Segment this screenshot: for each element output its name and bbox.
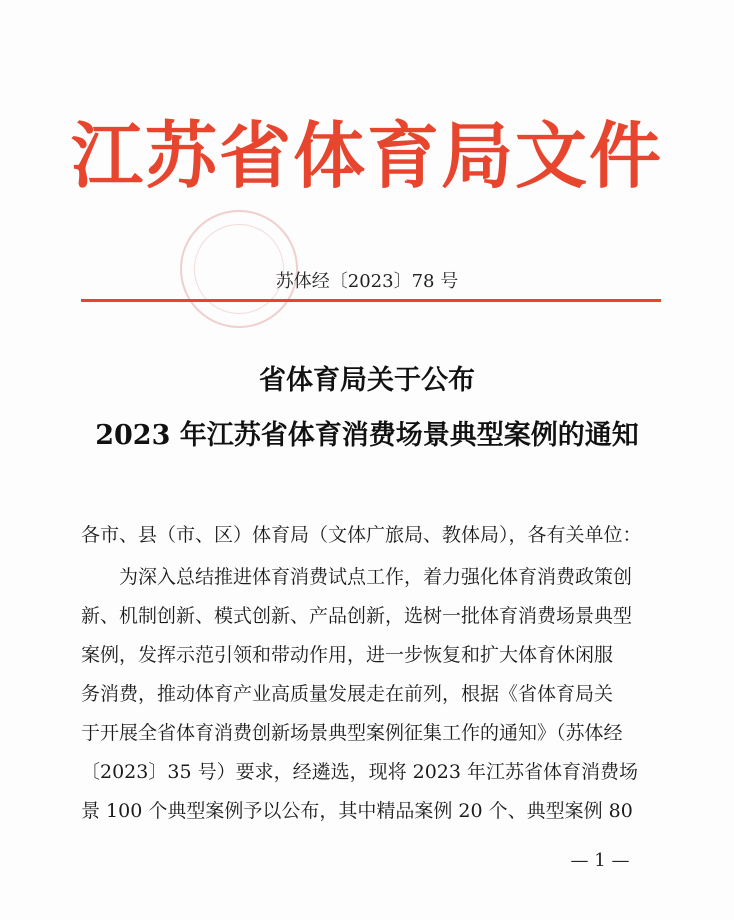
body-line: 〔2023〕35 号）要求，经遴选，现将 2023 年江苏省体育消费场 [81,761,639,783]
page-number: — 1 — [570,850,630,871]
notice-title-line-2: 2023 年江苏省体育消费场景典型案例的通知 [95,420,639,451]
body-line: 景 100 个典型案例予以公布，其中精品案例 20 个、典型案例 80 [81,800,633,822]
red-divider-line [81,299,661,302]
body-line: 务消费，推动体育产业高质量发展走在前列，根据《省体育局关 [81,683,614,705]
document-number: 苏体经〔2023〕78 号 [275,271,459,292]
masthead-title: 江苏省体育局文件 [70,114,663,198]
body-line: 于开展全省体育消费创新场景典型案例征集工作的通知》（苏体经 [81,722,623,744]
salutation: 各市、县（市、区）体育局（文体广旅局、教体局），各有关单位： [81,524,642,546]
notice-title-line-1: 省体育局关于公布 [259,365,475,396]
body-line: 案例，发挥示范引领和带动作用，进一步恢复和扩大体育休闲服 [81,644,614,666]
body-line: 新、机制创新、模式创新、产品创新，选树一批体育消费场景典型 [81,605,633,627]
body-line: 为深入总结推进体育消费试点工作，着力强化体育消费政策创 [81,566,633,588]
